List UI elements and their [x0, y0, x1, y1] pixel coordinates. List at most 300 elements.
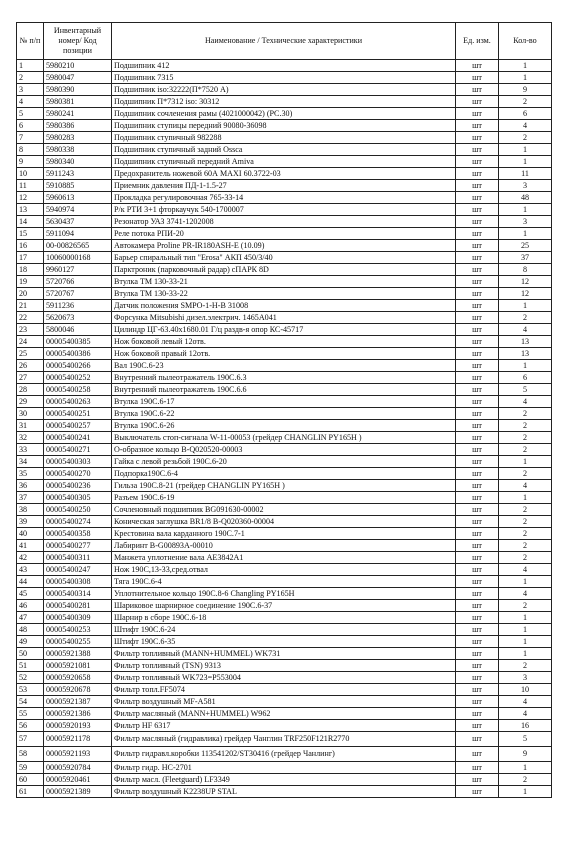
table-row [17, 384, 552, 396]
row-code: 00005400252 [44, 372, 112, 384]
table-row [17, 300, 552, 312]
row-unit: шт [456, 492, 499, 504]
row-code: 00005920784 [44, 762, 112, 774]
table-row [17, 360, 552, 372]
row-qty: 4 [499, 564, 552, 576]
row-name: Втулка 190С.6-26 [112, 420, 456, 432]
row-name: Сочленовный подшипник BG091630-00002 [112, 504, 456, 516]
row-number: 8 [17, 144, 44, 156]
header-name: Наименование / Технические характеристики [112, 23, 456, 60]
row-name: Вал 190С.6-23 [112, 360, 456, 372]
row-number: 15 [17, 228, 44, 240]
row-number: 27 [17, 372, 44, 384]
row-number: 25 [17, 348, 44, 360]
row-code: 00005400311 [44, 552, 112, 564]
table-row [17, 432, 552, 444]
row-name: Внутренний пылеотражатель 190С.6.6 [112, 384, 456, 396]
row-qty: 4 [499, 120, 552, 132]
row-name: Подшипник ступицы передний 90080-36098 [112, 120, 456, 132]
row-qty: 2 [499, 468, 552, 480]
row-code: 00005921081 [44, 660, 112, 672]
row-code: 00005400241 [44, 432, 112, 444]
row-qty: 1 [499, 648, 552, 660]
row-code: 00-00826565 [44, 240, 112, 252]
row-qty: 10 [499, 684, 552, 696]
table-body [17, 60, 552, 798]
row-qty: 9 [499, 84, 552, 96]
row-number: 26 [17, 360, 44, 372]
row-qty: 6 [499, 108, 552, 120]
table-row [17, 576, 552, 588]
row-qty: 4 [499, 324, 552, 336]
row-unit: шт [456, 168, 499, 180]
row-code: 00005400255 [44, 636, 112, 648]
row-qty: 2 [499, 408, 552, 420]
row-unit: шт [456, 396, 499, 408]
row-name: Фильтр топл.FF5074 [112, 684, 456, 696]
row-qty: 8 [499, 264, 552, 276]
row-qty: 2 [499, 540, 552, 552]
row-name: Шарнир в сборе 190С.6-18 [112, 612, 456, 624]
table-row [17, 168, 552, 180]
row-number: 32 [17, 432, 44, 444]
row-name: Фильтр топливный WK723=P553004 [112, 672, 456, 684]
row-number: 31 [17, 420, 44, 432]
table-row [17, 588, 552, 600]
table-row [17, 396, 552, 408]
row-code: 00005400266 [44, 360, 112, 372]
table-row [17, 504, 552, 516]
row-name: Автокамера Proline PR-IR180ASH-E (10.09) [112, 240, 456, 252]
row-number: 46 [17, 600, 44, 612]
row-number: 19 [17, 276, 44, 288]
table-row [17, 528, 552, 540]
row-qty: 1 [499, 228, 552, 240]
table-row [17, 660, 552, 672]
row-code: 5980338 [44, 144, 112, 156]
table-row [17, 336, 552, 348]
row-code: 00005920658 [44, 672, 112, 684]
row-number: 5 [17, 108, 44, 120]
row-code: 10060000168 [44, 252, 112, 264]
row-unit: шт [456, 204, 499, 216]
row-qty: 1 [499, 360, 552, 372]
row-name: Подшипник 7315 [112, 72, 456, 84]
row-number: 7 [17, 132, 44, 144]
row-qty: 2 [499, 132, 552, 144]
row-name: Фильтр гидр. HC-2701 [112, 762, 456, 774]
row-unit: шт [456, 120, 499, 132]
row-code: 00005400271 [44, 444, 112, 456]
table-row [17, 324, 552, 336]
row-name: Лабиринт B-G00893A-00010 [112, 540, 456, 552]
row-name: Гайка с левой резьбой 190С.6-20 [112, 456, 456, 468]
row-unit: шт [456, 420, 499, 432]
row-name: Прокладка регулировочная 765-33-14 [112, 192, 456, 204]
row-code: 00005400281 [44, 600, 112, 612]
row-unit: шт [456, 108, 499, 120]
row-number: 11 [17, 180, 44, 192]
row-qty: 4 [499, 480, 552, 492]
row-qty: 3 [499, 672, 552, 684]
row-name: Выключатель стоп-сигнала W-11-00053 (грейдер CHANGLIN PY165H ) [112, 432, 456, 444]
row-name: Внутренний пылеотражатель 190С.6.3 [112, 372, 456, 384]
row-qty: 2 [499, 312, 552, 324]
row-name: Форсунка Mitsubishi дизел.электрич. 1465A041 [112, 312, 456, 324]
row-qty: 2 [499, 420, 552, 432]
row-name: Подшипник сочленения рамы (4021000042) (PC.30) [112, 108, 456, 120]
row-qty: 37 [499, 252, 552, 264]
row-qty: 2 [499, 432, 552, 444]
table-row [17, 348, 552, 360]
row-qty: 12 [499, 288, 552, 300]
row-name: Тяга 190С.6-4 [112, 576, 456, 588]
row-qty: 1 [499, 492, 552, 504]
table-row [17, 552, 552, 564]
row-qty: 9 [499, 747, 552, 762]
row-number: 51 [17, 660, 44, 672]
row-name: Штифт 190С.6-35 [112, 636, 456, 648]
table-row [17, 762, 552, 774]
table-row [17, 204, 552, 216]
header-qty: Кол-во [499, 23, 552, 60]
row-unit: шт [456, 408, 499, 420]
table-row [17, 192, 552, 204]
row-unit: шт [456, 612, 499, 624]
row-number: 36 [17, 480, 44, 492]
table-row [17, 468, 552, 480]
table-row [17, 276, 552, 288]
row-unit: шт [456, 552, 499, 564]
row-qty: 2 [499, 96, 552, 108]
row-code: 5720767 [44, 288, 112, 300]
row-code: 00005400251 [44, 408, 112, 420]
row-qty: 3 [499, 216, 552, 228]
row-code: 00005921389 [44, 786, 112, 798]
row-number: 37 [17, 492, 44, 504]
row-name: Фильтр воздушный K2238UP STAL [112, 786, 456, 798]
row-code: 00005921193 [44, 747, 112, 762]
row-unit: шт [456, 720, 499, 732]
row-name: Подшипник ступичный задний Ossca [112, 144, 456, 156]
row-qty: 1 [499, 156, 552, 168]
row-number: 22 [17, 312, 44, 324]
table-header-row [17, 23, 552, 60]
table-row [17, 600, 552, 612]
table-row [17, 444, 552, 456]
row-name: Гильза 190С.8-21 (грейдер CHANGLIN PY165H ) [112, 480, 456, 492]
row-unit: шт [456, 384, 499, 396]
row-unit: шт [456, 708, 499, 720]
row-qty: 48 [499, 192, 552, 204]
row-unit: шт [456, 588, 499, 600]
row-name: Коническая заглушка BR1/8 B-Q020360-00004 [112, 516, 456, 528]
row-number: 60 [17, 774, 44, 786]
row-qty: 2 [499, 528, 552, 540]
row-qty: 1 [499, 636, 552, 648]
table-row [17, 684, 552, 696]
row-name: Предохранитель ножевой 60А MAXI 60.3722-03 [112, 168, 456, 180]
row-qty: 5 [499, 384, 552, 396]
row-name: Фильтр воздушный MF-A581 [112, 696, 456, 708]
row-unit: шт [456, 432, 499, 444]
row-number: 16 [17, 240, 44, 252]
row-qty: 1 [499, 456, 552, 468]
row-unit: шт [456, 684, 499, 696]
row-name: Втулка 190С.6-22 [112, 408, 456, 420]
row-qty: 1 [499, 786, 552, 798]
row-code: 5980386 [44, 120, 112, 132]
row-unit: шт [456, 324, 499, 336]
row-unit: шт [456, 444, 499, 456]
row-code: 00005400277 [44, 540, 112, 552]
row-name: Фильтр HF 6317 [112, 720, 456, 732]
row-number: 38 [17, 504, 44, 516]
row-qty: 3 [499, 180, 552, 192]
row-unit: шт [456, 516, 499, 528]
row-unit: шт [456, 732, 499, 747]
row-code: 5620673 [44, 312, 112, 324]
row-number: 39 [17, 516, 44, 528]
table-row [17, 564, 552, 576]
row-unit: шт [456, 564, 499, 576]
row-name: Нож боковой правый 12отв. [112, 348, 456, 360]
row-code: 5980241 [44, 108, 112, 120]
row-name: Фильтр топливный (TSN) 9313 [112, 660, 456, 672]
row-unit: шт [456, 774, 499, 786]
row-number: 23 [17, 324, 44, 336]
row-qty: 1 [499, 762, 552, 774]
row-qty: 5 [499, 732, 552, 747]
header-unit: Ед. изм. [456, 23, 499, 60]
table-row [17, 708, 552, 720]
row-name: Фильтр масляный (гидравлика) грейдер Чанглин TRF250F121R2770 [112, 732, 456, 747]
row-number: 1 [17, 60, 44, 72]
row-code: 5630437 [44, 216, 112, 228]
row-number: 57 [17, 732, 44, 747]
row-qty: 13 [499, 336, 552, 348]
row-name: Нож боковой левый 12отв. [112, 336, 456, 348]
row-unit: шт [456, 132, 499, 144]
row-code: 00005400274 [44, 516, 112, 528]
row-name: Разъем 190С.6-19 [112, 492, 456, 504]
header-code: Инвентарный номер/ Код позиции [44, 23, 112, 60]
row-code: 5940974 [44, 204, 112, 216]
row-qty: 2 [499, 600, 552, 612]
row-number: 58 [17, 747, 44, 762]
row-number: 59 [17, 762, 44, 774]
row-unit: шт [456, 276, 499, 288]
row-code: 5910885 [44, 180, 112, 192]
row-unit: шт [456, 60, 499, 72]
row-unit: шт [456, 156, 499, 168]
row-unit: шт [456, 228, 499, 240]
table-row [17, 732, 552, 747]
row-unit: шт [456, 747, 499, 762]
row-code: 5800046 [44, 324, 112, 336]
row-unit: шт [456, 660, 499, 672]
row-name: Цилиндр ЦГ-63.40х1680.01 Г/ц раздв-я опор КС-45717 [112, 324, 456, 336]
row-code: 00005400303 [44, 456, 112, 468]
row-number: 29 [17, 396, 44, 408]
row-qty: 1 [499, 144, 552, 156]
row-name: Реле потока РПИ-20 [112, 228, 456, 240]
row-code: 00005400253 [44, 624, 112, 636]
row-qty: 2 [499, 516, 552, 528]
row-name: Барьер спиральный тип "Erosa" АКП 450/3/40 [112, 252, 456, 264]
row-qty: 2 [499, 504, 552, 516]
row-code: 00005400236 [44, 480, 112, 492]
row-number: 30 [17, 408, 44, 420]
row-code: 00005400385 [44, 336, 112, 348]
row-number: 3 [17, 84, 44, 96]
row-unit: шт [456, 468, 499, 480]
row-code: 00005400257 [44, 420, 112, 432]
table-row [17, 240, 552, 252]
row-name: Крестовина вала карданного 190С.7-1 [112, 528, 456, 540]
row-qty: 4 [499, 396, 552, 408]
row-qty: 2 [499, 774, 552, 786]
row-qty: 1 [499, 612, 552, 624]
row-unit: шт [456, 672, 499, 684]
row-name: Уплотнительное кольцо 190С.8-6 Changling PY165H [112, 588, 456, 600]
row-number: 10 [17, 168, 44, 180]
row-code: 00005400308 [44, 576, 112, 588]
row-name: Приемник давления ПД-1-1.5-27 [112, 180, 456, 192]
row-code: 00005921387 [44, 696, 112, 708]
row-code: 00005920461 [44, 774, 112, 786]
row-code: 00005921178 [44, 732, 112, 747]
row-code: 5911236 [44, 300, 112, 312]
row-unit: шт [456, 84, 499, 96]
row-unit: шт [456, 696, 499, 708]
table-row [17, 624, 552, 636]
row-name: Штифт 190С.6-24 [112, 624, 456, 636]
row-number: 14 [17, 216, 44, 228]
row-code: 00005921386 [44, 708, 112, 720]
row-unit: шт [456, 360, 499, 372]
row-name: Втулка ТМ 130-33-22 [112, 288, 456, 300]
row-unit: шт [456, 180, 499, 192]
row-name: Втулка ТМ 130-33-21 [112, 276, 456, 288]
table-row [17, 612, 552, 624]
row-code: 00005400250 [44, 504, 112, 516]
table-row [17, 108, 552, 120]
row-number: 61 [17, 786, 44, 798]
table-row [17, 774, 552, 786]
row-name: Парктроник (парковочный радар) сПАРК 8D [112, 264, 456, 276]
row-code: 5980047 [44, 72, 112, 84]
row-qty: 16 [499, 720, 552, 732]
row-unit: шт [456, 216, 499, 228]
row-unit: шт [456, 600, 499, 612]
row-unit: шт [456, 264, 499, 276]
row-unit: шт [456, 648, 499, 660]
row-unit: шт [456, 192, 499, 204]
row-qty: 13 [499, 348, 552, 360]
row-name: О-образное кольцо B-Q020520-00003 [112, 444, 456, 456]
row-name: Фильтр гидравл.коробки 113541202/ST30416 (грейдер Чанлинг) [112, 747, 456, 762]
row-number: 18 [17, 264, 44, 276]
row-number: 42 [17, 552, 44, 564]
table-row [17, 420, 552, 432]
table-row [17, 228, 552, 240]
row-unit: шт [456, 372, 499, 384]
row-number: 43 [17, 564, 44, 576]
row-number: 12 [17, 192, 44, 204]
table-row [17, 120, 552, 132]
row-number: 53 [17, 684, 44, 696]
table-row [17, 372, 552, 384]
row-code: 5980390 [44, 84, 112, 96]
table-row [17, 312, 552, 324]
table-row [17, 156, 552, 168]
table-row [17, 672, 552, 684]
row-code: 00005921388 [44, 648, 112, 660]
row-name: Датчик положения SMPO-1-Н-В 31008 [112, 300, 456, 312]
table-row [17, 540, 552, 552]
row-code: 00005920193 [44, 720, 112, 732]
row-number: 48 [17, 624, 44, 636]
table-row [17, 636, 552, 648]
row-number: 4 [17, 96, 44, 108]
row-unit: шт [456, 576, 499, 588]
row-qty: 1 [499, 204, 552, 216]
table-row [17, 180, 552, 192]
table-row [17, 84, 552, 96]
row-qty: 12 [499, 276, 552, 288]
row-qty: 1 [499, 60, 552, 72]
table-row [17, 648, 552, 660]
row-name: Резонатор УАЗ 3741-1202008 [112, 216, 456, 228]
row-number: 21 [17, 300, 44, 312]
table-row [17, 264, 552, 276]
table-row [17, 408, 552, 420]
row-unit: шт [456, 480, 499, 492]
row-unit: шт [456, 762, 499, 774]
row-unit: шт [456, 252, 499, 264]
row-number: 35 [17, 468, 44, 480]
row-name: Подшипник ступичный передний Amiva [112, 156, 456, 168]
row-qty: 11 [499, 168, 552, 180]
row-number: 49 [17, 636, 44, 648]
row-name: Подпорка190С.6-4 [112, 468, 456, 480]
row-unit: шт [456, 144, 499, 156]
row-code: 5911094 [44, 228, 112, 240]
row-number: 13 [17, 204, 44, 216]
table-row [17, 132, 552, 144]
table-row [17, 60, 552, 72]
row-unit: шт [456, 288, 499, 300]
row-name: Р/к РТИ 3+1 фторкаучук 540-1700007 [112, 204, 456, 216]
row-unit: шт [456, 336, 499, 348]
row-number: 6 [17, 120, 44, 132]
row-name: Втулка 190С.6-17 [112, 396, 456, 408]
row-qty: 1 [499, 624, 552, 636]
row-number: 9 [17, 156, 44, 168]
row-qty: 6 [499, 372, 552, 384]
row-unit: шт [456, 504, 499, 516]
row-qty: 1 [499, 72, 552, 84]
row-code: 5980381 [44, 96, 112, 108]
row-number: 47 [17, 612, 44, 624]
row-name: Нож 190С,13-33,сред.отвал [112, 564, 456, 576]
table-row [17, 786, 552, 798]
row-code: 00005400247 [44, 564, 112, 576]
row-name: Подшипник ступичный 982288 [112, 132, 456, 144]
row-qty: 2 [499, 660, 552, 672]
row-code: 00005400258 [44, 384, 112, 396]
